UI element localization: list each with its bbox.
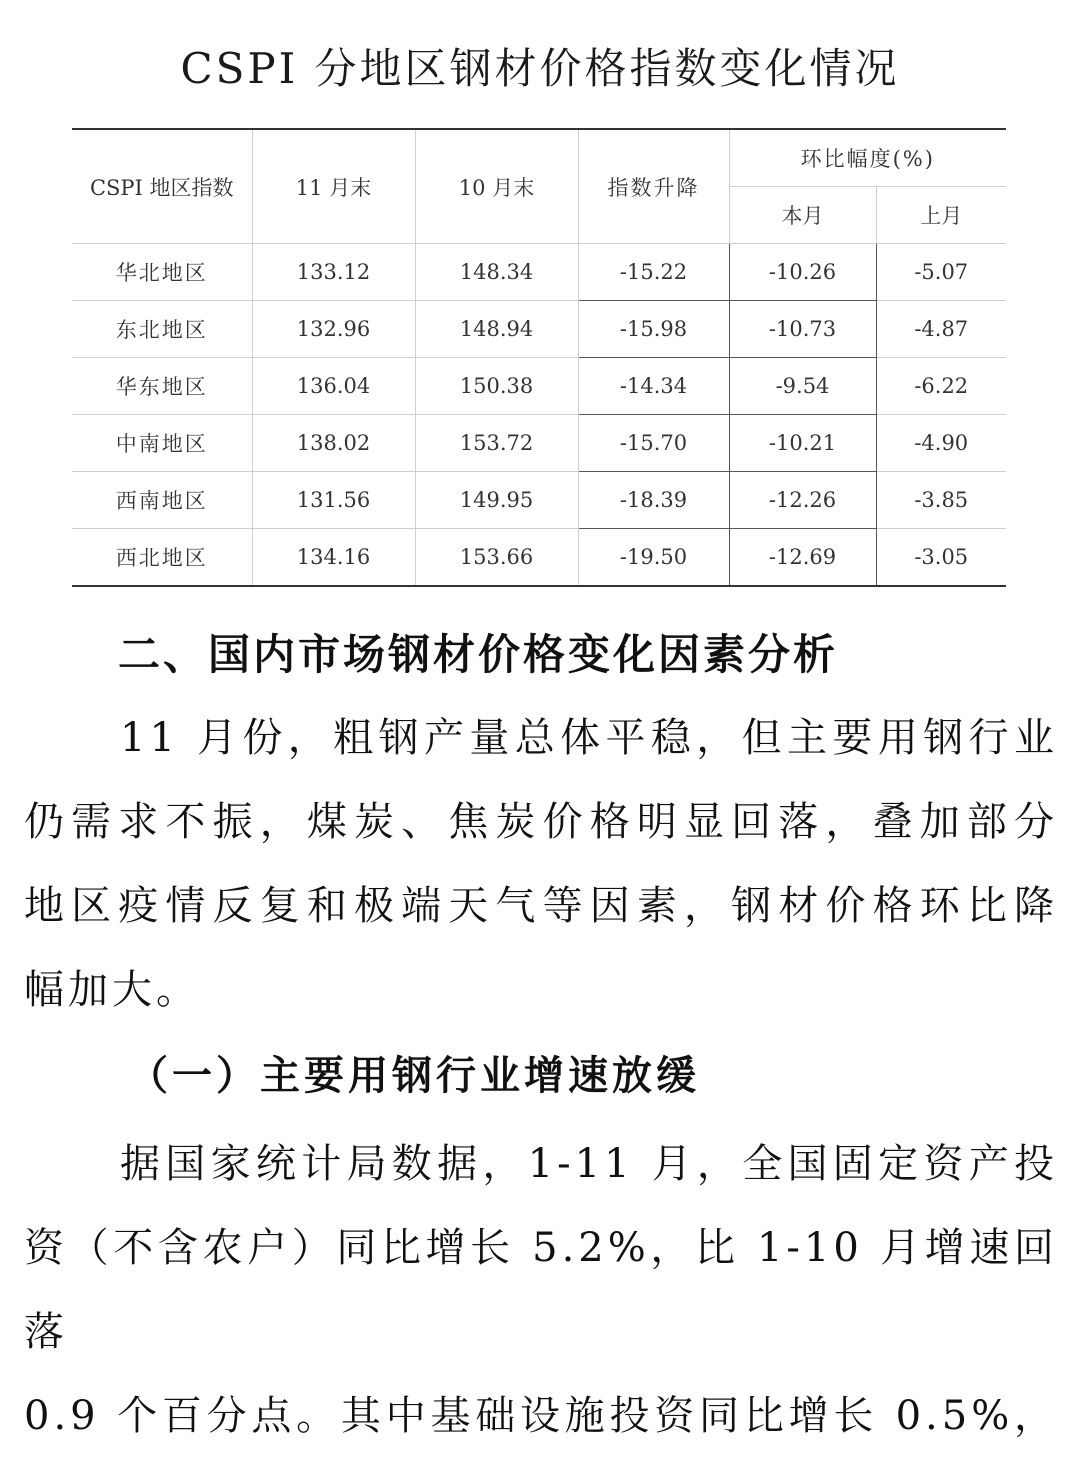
cell-region: 中南地区	[72, 415, 252, 472]
cell-change: -15.22	[578, 244, 729, 301]
cell-change: -14.34	[578, 358, 729, 415]
cell-this-month: -10.26	[729, 244, 876, 301]
cell-oct: 153.66	[415, 529, 578, 587]
cell-this-month: -10.21	[729, 415, 876, 472]
cell-region: 华北地区	[72, 244, 252, 301]
table-row	[72, 415, 1006, 472]
header-this-month: 本月	[729, 187, 876, 244]
cell-change: -15.98	[578, 301, 729, 358]
cell-region: 华东地区	[72, 358, 252, 415]
header-mom-group: 环比幅度(%)	[729, 129, 1006, 187]
paragraph-1-line: 地区疫情反复和极端天气等因素，钢材价格环比降	[24, 883, 1058, 929]
section-heading: 二、国内市场钢材价格变化因素分析	[118, 630, 839, 679]
cell-nov: 136.04	[252, 358, 415, 415]
cell-this-month: -12.69	[729, 529, 876, 587]
cell-change: -19.50	[578, 529, 729, 587]
header-oct: 10 月末	[415, 129, 578, 244]
subsection-heading: （一）主要用钢行业增速放缓	[128, 1052, 700, 1099]
cell-region: 西北地区	[72, 529, 252, 587]
cell-change: -15.70	[578, 415, 729, 472]
paragraph-1-line: 仍需求不振，煤炭、焦炭价格明显回落，叠加部分	[24, 799, 1058, 845]
cell-last-month: -3.85	[876, 472, 1006, 529]
table-row	[72, 529, 1006, 587]
paragraph-2-line: 据国家统计局数据，1-11 月，全国固定资产投	[120, 1141, 1058, 1187]
paragraph-2-line: 0.9 个百分点。其中基础设施投资同比增长 0.5%，	[24, 1393, 1058, 1439]
table-title: CSPI 分地区钢材价格指数变化情况	[180, 44, 900, 93]
table-row	[72, 244, 1006, 301]
cell-oct: 150.38	[415, 358, 578, 415]
cell-nov: 138.02	[252, 415, 415, 472]
cell-this-month: -12.26	[729, 472, 876, 529]
cell-last-month: -3.05	[876, 529, 1006, 587]
cell-last-month: -4.87	[876, 301, 1006, 358]
paragraph-1-line: 11 月份，粗钢产量总体平稳，但主要用钢行业	[120, 715, 1058, 761]
paragraph-1	[24, 696, 1058, 1032]
paragraph-1-line: 幅加大。	[24, 967, 200, 1013]
cell-this-month: -9.54	[729, 358, 876, 415]
cell-last-month: -4.90	[876, 415, 1006, 472]
cell-oct: 153.72	[415, 415, 578, 472]
cell-oct: 148.94	[415, 301, 578, 358]
cell-oct: 148.34	[415, 244, 578, 301]
cell-this-month: -10.73	[729, 301, 876, 358]
header-region: CSPI 地区指数	[72, 129, 252, 244]
cell-change: -18.39	[578, 472, 729, 529]
cspi-region-table	[72, 128, 1006, 587]
cell-nov: 133.12	[252, 244, 415, 301]
cell-last-month: -5.07	[876, 244, 1006, 301]
table-row	[72, 301, 1006, 358]
paragraph-2	[24, 1122, 1058, 1458]
header-nov: 11 月末	[252, 129, 415, 244]
cell-nov: 134.16	[252, 529, 415, 587]
header-change: 指数升降	[578, 129, 729, 244]
cell-nov: 131.56	[252, 472, 415, 529]
table-row	[72, 472, 1006, 529]
cell-last-month: -6.22	[876, 358, 1006, 415]
cell-region: 西南地区	[72, 472, 252, 529]
cell-oct: 149.95	[415, 472, 578, 529]
table-row	[72, 358, 1006, 415]
paragraph-2-line: 资（不含农户）同比增长 5.2%，比 1-10 月增速回落	[24, 1225, 1058, 1355]
cell-nov: 132.96	[252, 301, 415, 358]
header-last-month: 上月	[876, 187, 1006, 244]
cell-region: 东北地区	[72, 301, 252, 358]
